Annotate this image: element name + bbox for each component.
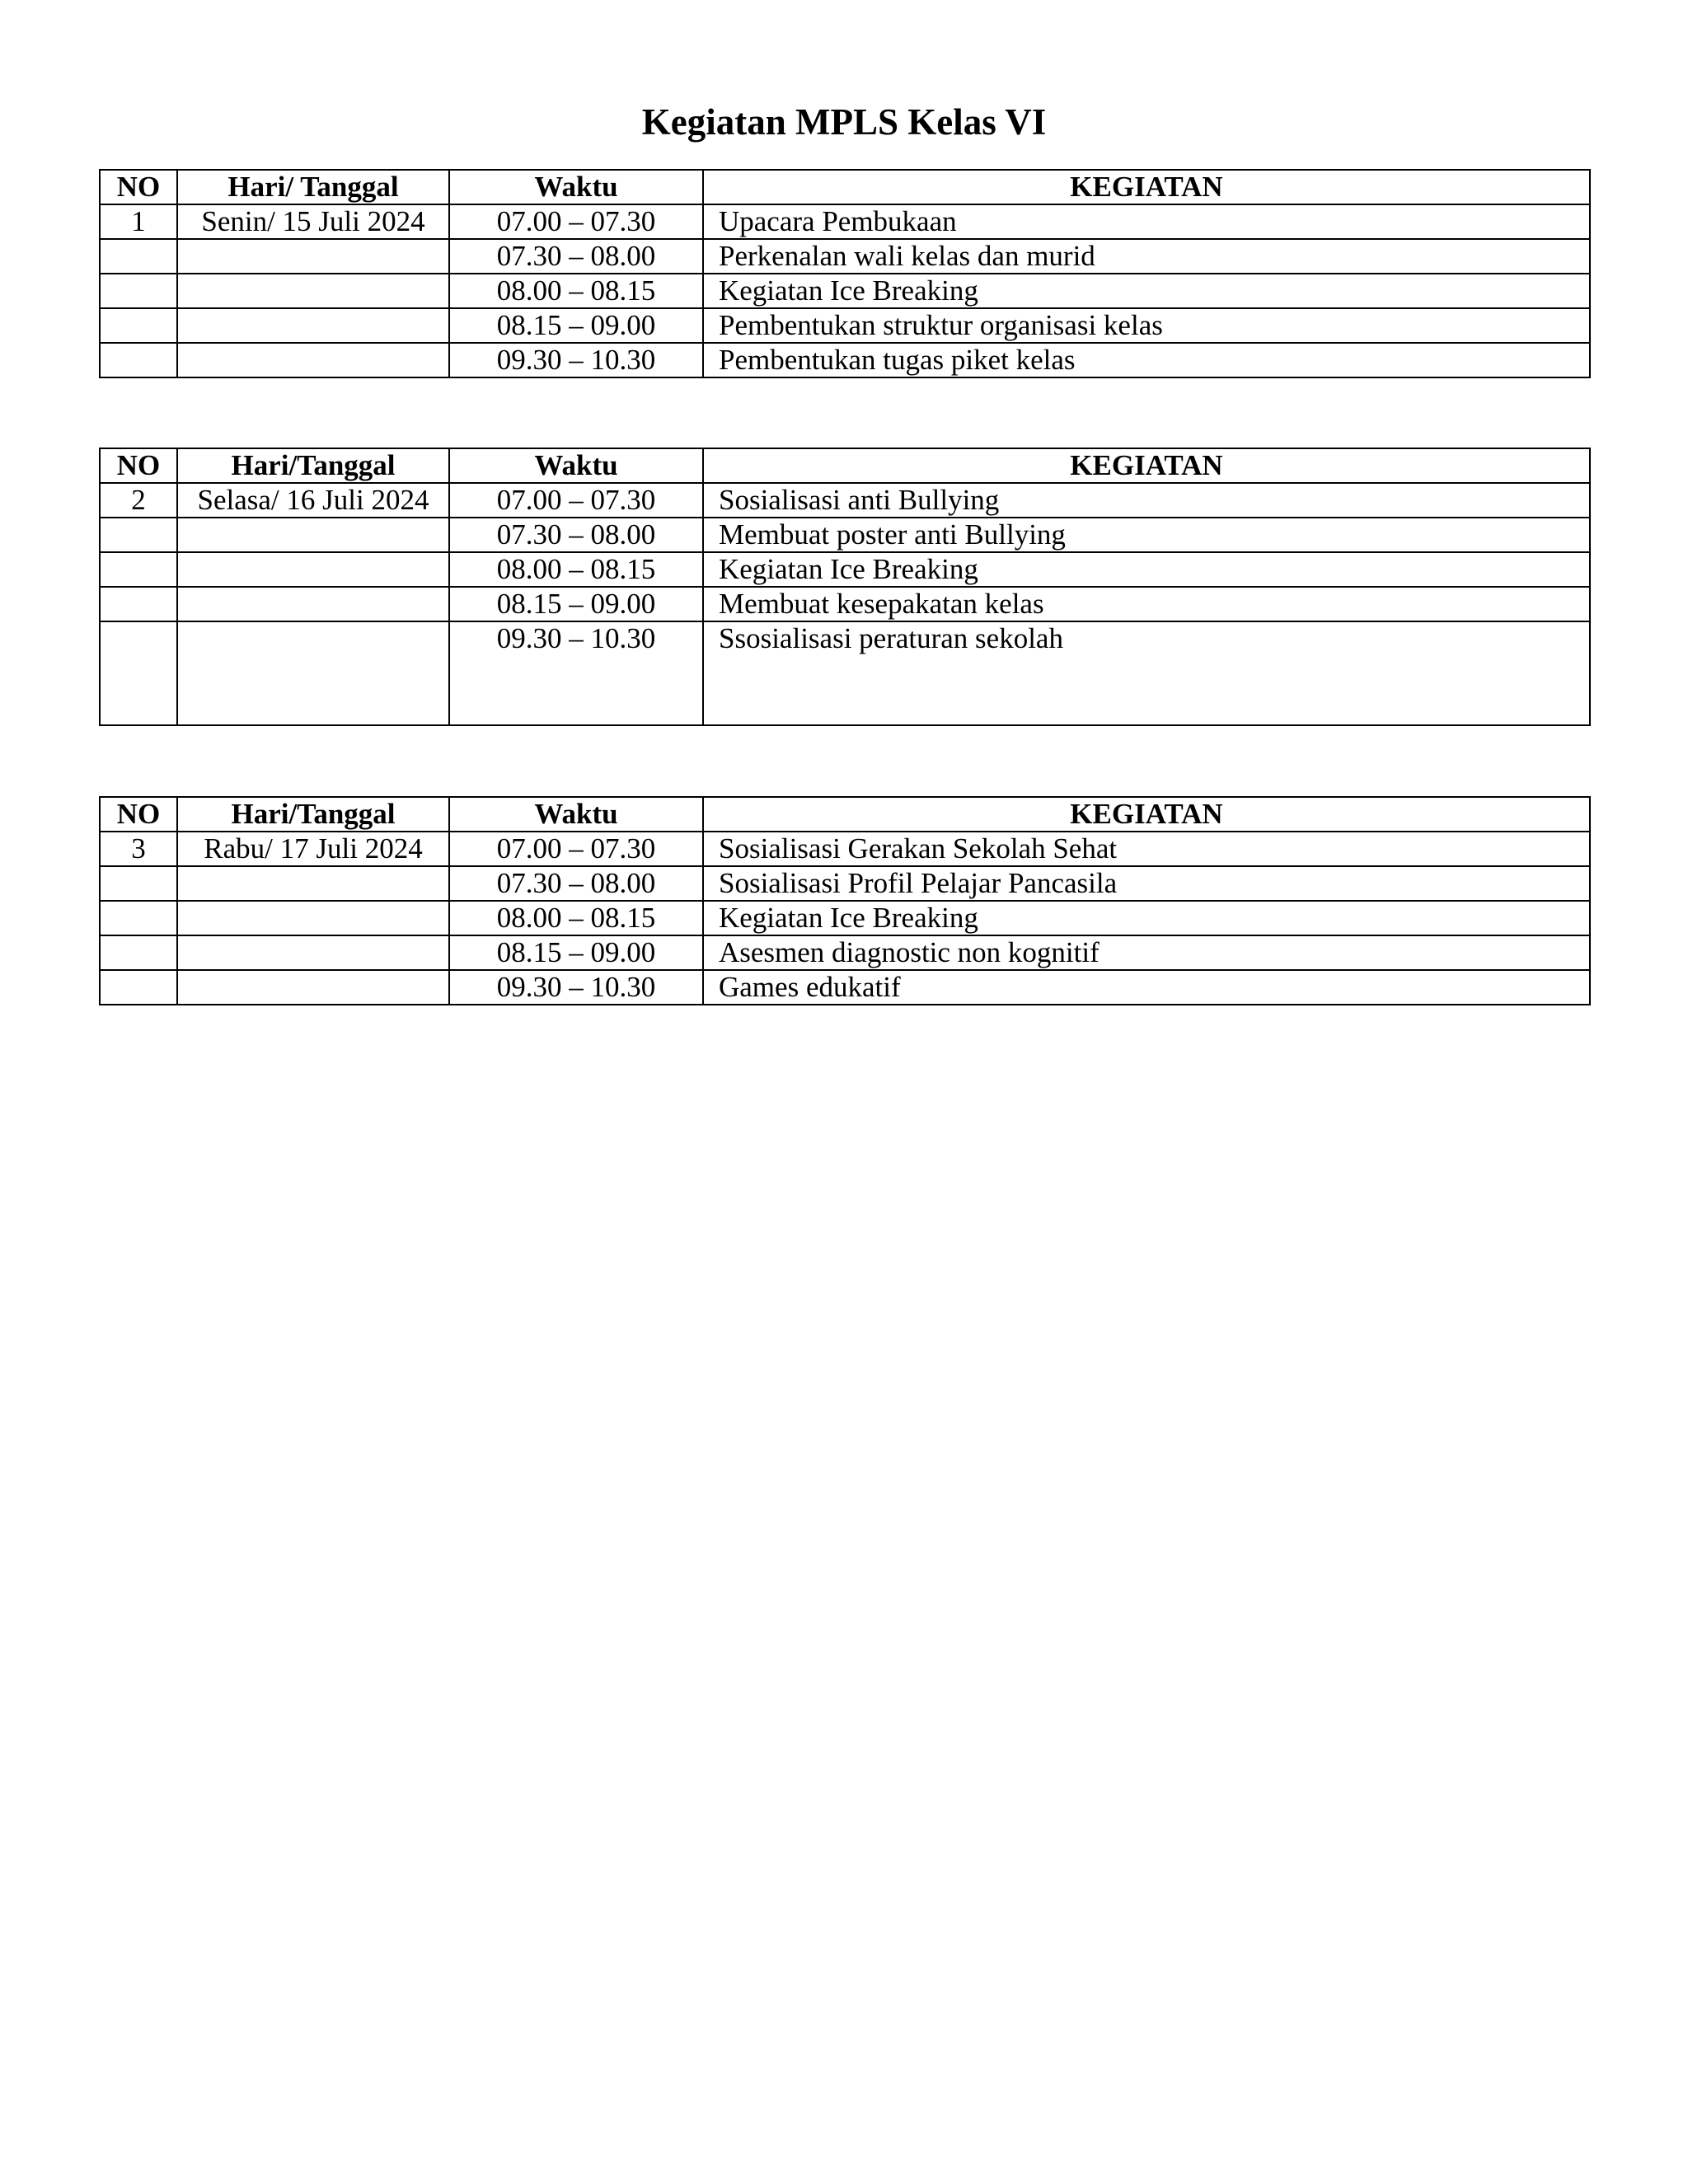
cell-day	[177, 621, 449, 725]
cell-activity: Kegiatan Ice Breaking	[703, 901, 1590, 935]
table-row	[100, 483, 1590, 518]
header-day: Hari/Tanggal	[177, 797, 449, 832]
page-title: Kegiatan MPLS Kelas VI	[641, 101, 1047, 143]
cell-activity: Membuat poster anti Bullying	[703, 518, 1590, 552]
cell-time: 07.00 – 07.30	[449, 832, 703, 866]
cell-day	[177, 274, 449, 308]
header-time: Waktu	[449, 797, 703, 832]
table-row	[100, 901, 1590, 935]
cell-activity: Pembentukan tugas piket kelas	[703, 343, 1590, 377]
cell-day	[177, 970, 449, 1005]
cell-time: 07.00 – 07.30	[449, 483, 703, 518]
cell-no: 2	[100, 483, 177, 518]
cell-time: 08.00 – 08.15	[449, 552, 703, 587]
cell-day	[177, 901, 449, 935]
table-header-row	[100, 448, 1590, 483]
cell-no	[100, 552, 177, 587]
cell-no	[100, 308, 177, 343]
table-row	[100, 621, 1590, 725]
table-row	[100, 204, 1590, 239]
header-activity: KEGIATAN	[703, 797, 1590, 832]
cell-time: 08.15 – 09.00	[449, 587, 703, 621]
cell-time: 08.00 – 08.15	[449, 274, 703, 308]
table-row	[100, 518, 1590, 552]
cell-time: 09.30 – 10.30	[449, 621, 703, 725]
schedule-table-day-2	[99, 448, 1591, 726]
cell-time: 07.30 – 08.00	[449, 239, 703, 274]
cell-no	[100, 518, 177, 552]
header-time: Waktu	[449, 448, 703, 483]
cell-day	[177, 308, 449, 343]
cell-activity: Ssosialisasi peraturan sekolah	[703, 621, 1590, 725]
cell-time: 09.30 – 10.30	[449, 970, 703, 1005]
cell-no	[100, 239, 177, 274]
cell-day	[177, 552, 449, 587]
schedule-table-day-3	[99, 796, 1591, 1005]
cell-time: 09.30 – 10.30	[449, 343, 703, 377]
cell-activity: Kegiatan Ice Breaking	[703, 274, 1590, 308]
cell-time: 07.30 – 08.00	[449, 518, 703, 552]
cell-time: 08.15 – 09.00	[449, 308, 703, 343]
cell-no	[100, 587, 177, 621]
table-header-row	[100, 797, 1590, 832]
cell-activity: Upacara Pembukaan	[703, 204, 1590, 239]
header-no: NO	[100, 448, 177, 483]
table-row	[100, 274, 1590, 308]
table-row	[100, 343, 1590, 377]
cell-time: 07.00 – 07.30	[449, 204, 703, 239]
header-day: Hari/ Tanggal	[177, 170, 449, 204]
cell-day	[177, 935, 449, 970]
cell-day	[177, 343, 449, 377]
schedule-table-day-1	[99, 169, 1591, 378]
table-header-row	[100, 170, 1590, 204]
cell-activity: Perkenalan wali kelas dan murid	[703, 239, 1590, 274]
cell-activity: Sosialisasi anti Bullying	[703, 483, 1590, 518]
cell-day: Rabu/ 17 Juli 2024	[177, 832, 449, 866]
header-day: Hari/Tanggal	[177, 448, 449, 483]
header-no: NO	[100, 797, 177, 832]
table-row	[100, 552, 1590, 587]
cell-activity: Membuat kesepakatan kelas	[703, 587, 1590, 621]
table-row	[100, 935, 1590, 970]
cell-day	[177, 587, 449, 621]
table-row	[100, 832, 1590, 866]
cell-no	[100, 274, 177, 308]
cell-day: Selasa/ 16 Juli 2024	[177, 483, 449, 518]
table-row	[100, 239, 1590, 274]
cell-day	[177, 866, 449, 901]
cell-activity: Kegiatan Ice Breaking	[703, 552, 1590, 587]
cell-no	[100, 866, 177, 901]
header-activity: KEGIATAN	[703, 448, 1590, 483]
cell-activity: Pembentukan struktur organisasi kelas	[703, 308, 1590, 343]
cell-no	[100, 901, 177, 935]
cell-no	[100, 935, 177, 970]
cell-time: 08.15 – 09.00	[449, 935, 703, 970]
cell-no	[100, 343, 177, 377]
header-time: Waktu	[449, 170, 703, 204]
cell-activity: Games edukatif	[703, 970, 1590, 1005]
table-row	[100, 970, 1590, 1005]
cell-activity: Sosialisasi Gerakan Sekolah Sehat	[703, 832, 1590, 866]
cell-day	[177, 518, 449, 552]
cell-activity: Asesmen diagnostic non kognitif	[703, 935, 1590, 970]
header-activity: KEGIATAN	[703, 170, 1590, 204]
cell-no	[100, 621, 177, 725]
table-row	[100, 308, 1590, 343]
cell-no: 3	[100, 832, 177, 866]
cell-no	[100, 970, 177, 1005]
cell-activity: Sosialisasi Profil Pelajar Pancasila	[703, 866, 1590, 901]
cell-day: Senin/ 15 Juli 2024	[177, 204, 449, 239]
header-no: NO	[100, 170, 177, 204]
cell-time: 08.00 – 08.15	[449, 901, 703, 935]
cell-day	[177, 239, 449, 274]
cell-time: 07.30 – 08.00	[449, 866, 703, 901]
table-row	[100, 866, 1590, 901]
cell-no: 1	[100, 204, 177, 239]
table-row	[100, 587, 1590, 621]
